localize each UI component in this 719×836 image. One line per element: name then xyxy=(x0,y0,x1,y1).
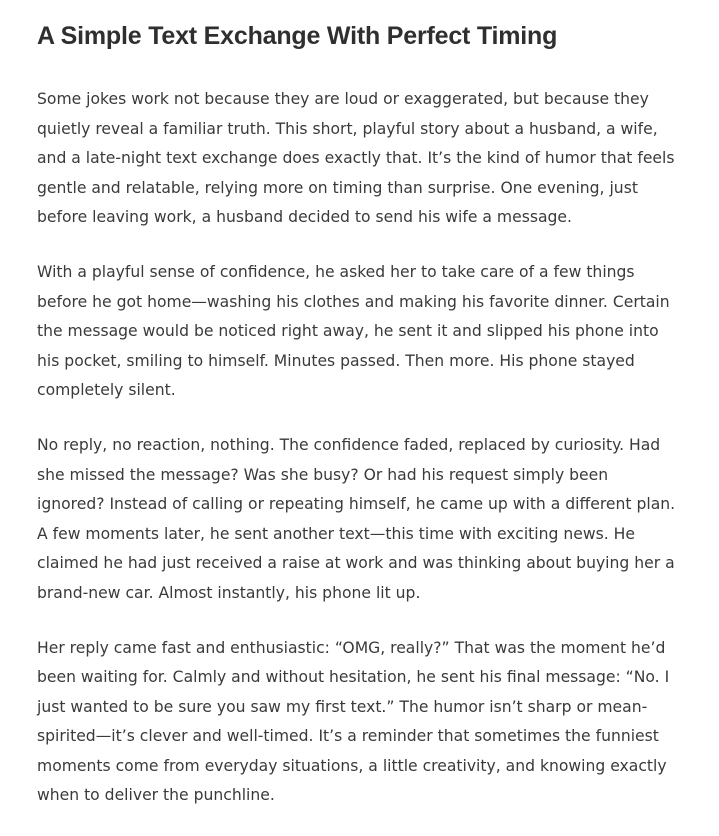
paragraph-1 xyxy=(37,85,693,233)
paragraph-line: A few moments later, he sent another text—this time with exciting news. He xyxy=(37,524,635,543)
paragraph-line: been waiting for. Calmly and without hesitation, he sent his final message: “No. I xyxy=(37,668,670,687)
article-title: A Simple Text Exchange With Perfect Timing xyxy=(37,22,558,50)
paragraph-line: Her reply came fast and enthusiastic: “OMG, really?” That was the moment he’d xyxy=(37,638,666,657)
paragraph-line: brand-new car. Almost instantly, his phone lit up. xyxy=(37,583,421,602)
paragraph-2 xyxy=(37,258,693,406)
paragraph-line: claimed he had just received a raise at work and was thinking about buying her a xyxy=(37,554,675,573)
paragraph-line: gentle and relatable, relying more on timing than surprise. One evening, just xyxy=(37,178,638,197)
paragraph-line: when to deliver the punchline. xyxy=(37,786,275,805)
article xyxy=(37,18,693,811)
paragraph-4 xyxy=(37,634,693,812)
paragraph-line: spirited—it’s clever and well-timed. It’s a reminder that sometimes the funniest xyxy=(37,727,659,746)
paragraph-line: ignored? Instead of calling or repeating himself, he came up with a different plan. xyxy=(37,495,676,514)
paragraph-line: No reply, no reaction, nothing. The confidence faded, replaced by curiosity. Had xyxy=(37,435,661,454)
paragraph-line: moments come from everyday situations, a little creativity, and knowing exactly xyxy=(37,756,667,775)
paragraph-line: Some jokes work not because they are loud or exaggerated, but because they xyxy=(37,90,649,108)
paragraph-line: before he got home—washing his clothes and making his favorite dinner. Certain xyxy=(37,292,670,311)
paragraph-line: his pocket, smiling to himself. Minutes passed. Then more. His phone stayed xyxy=(37,351,635,370)
paragraph-line: completely silent. xyxy=(37,381,176,400)
paragraph-line: the message would be noticed right away, he sent it and slipped his phone into xyxy=(37,322,659,341)
paragraph-line: she missed the message? Was she busy? Or had his request simply been xyxy=(37,465,609,484)
paragraph-3 xyxy=(37,431,693,609)
paragraph-line: and a late-night text exchange does exactly that. It’s the kind of humor that feels xyxy=(37,149,675,168)
paragraph-line: With a playful sense of confidence, he asked her to take care of a few things xyxy=(37,262,635,281)
paragraph-line: just wanted to be sure you saw my first text.” The humor isn’t sharp or mean- xyxy=(37,697,648,716)
paragraph-line: before leaving work, a husband decided to send his wife a message. xyxy=(37,208,572,227)
paragraph-line: quietly reveal a familiar truth. This short, playful story about a husband, a wife, xyxy=(37,119,658,138)
